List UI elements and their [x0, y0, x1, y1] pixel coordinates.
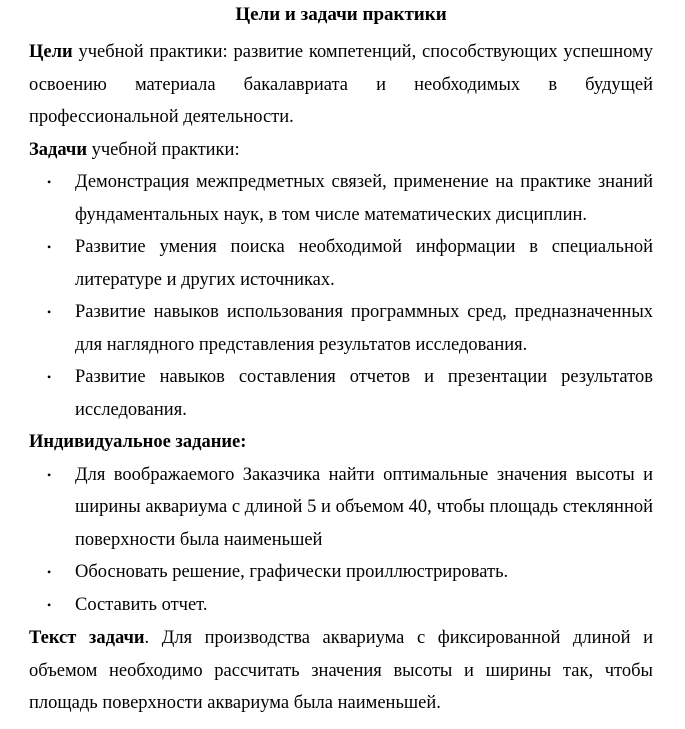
- list-item-text: Развитие навыков составления отчетов и презентации результатов исследования.: [75, 367, 653, 420]
- list-item-text: Демонстрация межпредметных связей, применение на практике знаний фундаментальных наук, в том числе математических дисциплин.: [75, 172, 653, 225]
- list-item: [29, 459, 653, 557]
- list-item: [29, 589, 653, 622]
- bullet-icon: •: [47, 565, 52, 579]
- list-item-text: Обосновать решение, графически проиллюстрировать.: [75, 562, 509, 582]
- list-item-text: Составить отчет.: [75, 594, 208, 615]
- problem-text: . Для производства аквариума с фиксированной длиной и объемом необходимо рассчитать значения высоты и ширины так, чтобы площадь поверхности аквариума была наименьшей.: [29, 628, 653, 713]
- bullet-icon: •: [47, 370, 52, 384]
- list-item: [29, 361, 653, 426]
- tasks-text: учебной практики:: [86, 139, 240, 160]
- bullet-icon: •: [47, 175, 52, 189]
- list-item-text: Развитие умения поиска необходимой информации в специальной литературе и других источниках.: [75, 237, 653, 290]
- tasks-list: [29, 166, 653, 426]
- list-item: [29, 556, 653, 589]
- bullet-icon: •: [47, 305, 52, 319]
- goals-label: Цели: [29, 42, 73, 62]
- problem-label: Текст задачи: [29, 628, 145, 648]
- bullet-icon: •: [47, 240, 52, 254]
- list-item: [29, 296, 653, 361]
- list-item-text: Развитие навыков использования программных сред, предназначенных для наглядного представления результатов исследования.: [75, 302, 653, 355]
- goals-paragraph: [29, 36, 653, 134]
- bullet-icon: •: [47, 467, 52, 482]
- list-item-text: Для воображаемого Заказчика найти оптимальные значения высоты и ширины аквариума с длиной 5 и объемом 40, чтобы площадь стеклянной поверхности была наименьшей: [75, 464, 653, 550]
- list-item: [29, 166, 653, 231]
- tasks-heading: [29, 134, 653, 167]
- list-item: [29, 231, 653, 296]
- page-title: Цели и задачи практики: [235, 4, 447, 25]
- individual-heading: [29, 426, 653, 459]
- individual-list: [29, 459, 653, 622]
- bullet-icon: •: [47, 597, 52, 612]
- tasks-label: Задачи: [29, 139, 87, 160]
- individual-label: Индивидуальное задание:: [29, 432, 247, 452]
- problem-paragraph: [29, 622, 653, 720]
- goals-text: учебной практики: развитие компетенций, способствующих успешному освоению материала бакалавриата и необходимых в будущей профессиональной деятельности.: [29, 42, 653, 127]
